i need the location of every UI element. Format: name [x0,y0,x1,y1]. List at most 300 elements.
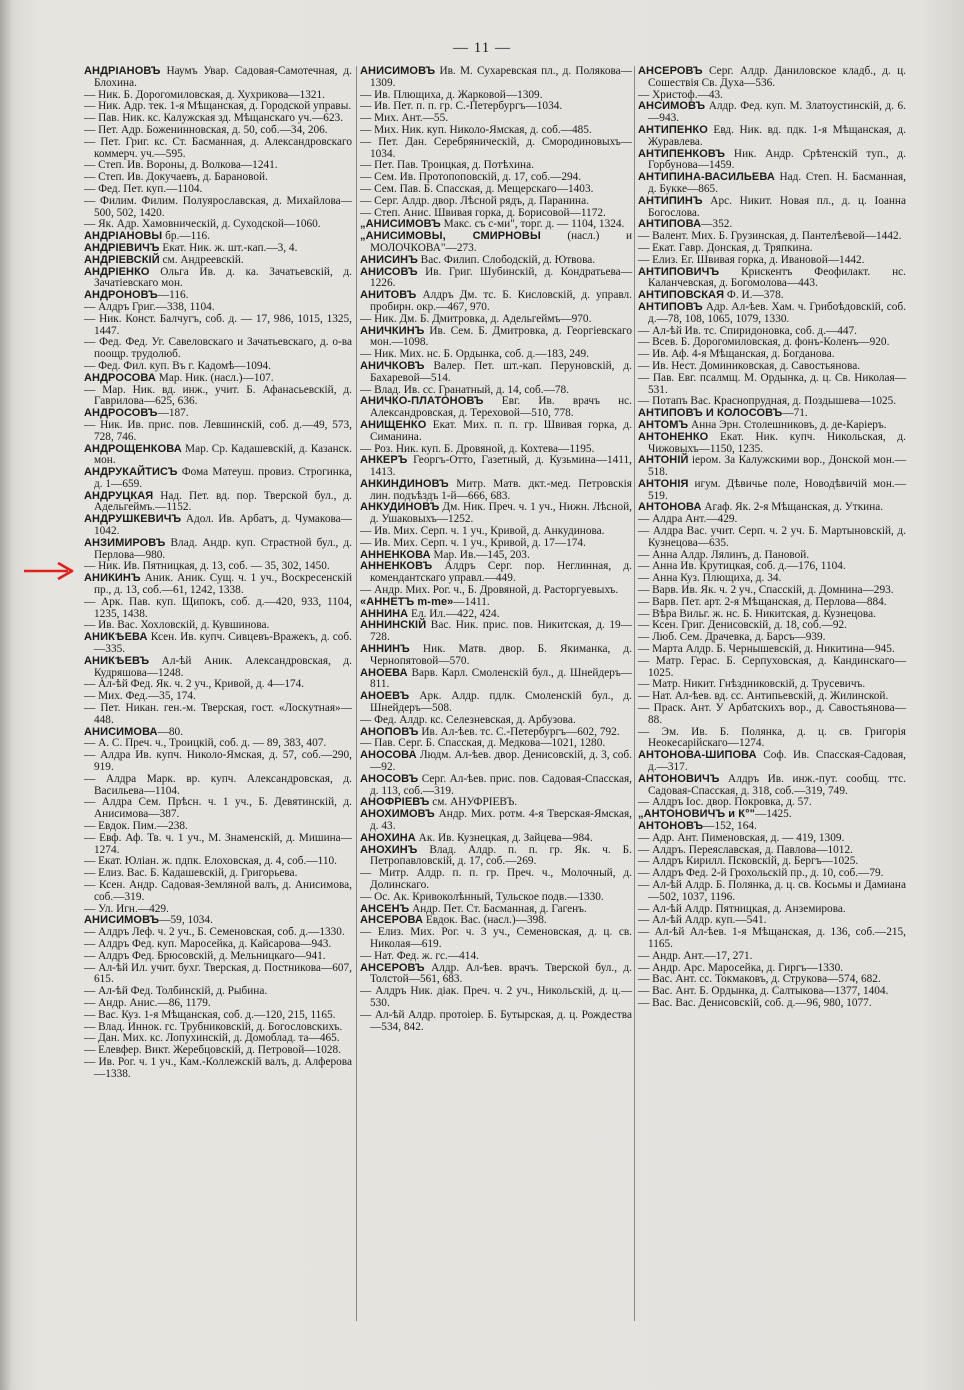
entry-surname: АНИСИМОВЪ [360,65,436,77]
directory-entry [638,267,906,291]
directory-entry [360,137,632,161]
directory-entry [638,750,906,774]
entry-details: — Ник. Дм. Б. Дмитровка, д. Адельгеймъ—970. [360,312,592,325]
entry-details: Ив. Сем. Б. Дмитровка, д. Георгіевскаго мон.—1098. [370,324,632,349]
entry-details: — Фед. Фед. Уг. Савеловскаго и Зачатьевскаго, д. о-ва поощр. трудолюб. [84,336,352,361]
entry-details: Крискентъ Феофилакт. нс. Каланчевская, д. Богомолова—443. [648,265,906,290]
entry-surname: АНОХИМОВЪ [360,808,435,821]
entry-surname: АНИЩЕНКО [360,418,427,431]
entry-surname: АНСЕРОВА [360,914,424,927]
entry-surname: АНТОНЕНКО [638,430,709,443]
entry-details: — Адр. Ант. Пименовская, д. — 419, 1309. [638,831,845,844]
entry-details: —152, 164. [703,820,757,832]
directory-entry [638,927,906,951]
entry-surname: АНЗИМИРОВЪ [84,536,166,549]
entry-details: Мар. Ив.—145, 203. [430,548,530,561]
entry-surname: АНОФРІЕВЪ [360,796,430,809]
entry-details: — Ник. Адр. тек. 1-я Мѣщанская, д. Городской управы. [84,100,352,113]
entry-surname: АНСЕРОВЪ [360,961,425,974]
entry-details: Над. Пет. вд. пор. Тверской бул., д. Адельгеймъ.—1152. [94,489,352,514]
entry-surname: АНСЕНЪ [360,902,410,915]
entry-surname: АНИКИНЪ [84,572,141,585]
directory-entry [360,561,632,585]
entry-details: — Ив. Пет. п. п. гр. С.-Петербургъ—1034. [360,100,563,113]
entry-details: — Ксен. Андр. Садовая-Земляной валъ, д. Анисимова, соб.—319. [84,878,352,903]
entry-surname: АНИСИМОВЪ [84,914,160,927]
entry-details: Анна Эрн. Столешниковъ, д. де-Каріеръ. [688,418,887,431]
entry-surname: АНИКѢЕВА [84,631,148,644]
directory-entry [84,833,352,857]
entry-details: іером. За Калужскими вор., Донской мон.—518. [648,454,906,479]
directory-entry [638,727,906,751]
directory-entry [360,479,632,503]
entry-details: — Мар. Ник. вд. инж., учит. Б. Афанасьевскій, д. Гаврилова—625, 636. [84,383,352,408]
entry-details: — Ул. Игн.—429. [84,902,169,915]
entry-details: Георгъ-Отто, Газетный, д. Кузьмина—1411, 1413. [370,454,632,479]
entry-surname: АННИНСКІЙ [360,619,427,632]
page-number: — 11 — [453,40,511,56]
entry-details: Соф. Ив. Спасская-Садовая, д.—317. [648,749,906,774]
entry-surname: АНТИПОВСКАЯ [638,289,725,302]
entry-details: Валер. Пет. шт.-кап. Перуновскій, д. Бахаревой—514. [370,359,632,384]
entry-surname: АНТИПИНА-ВАСИЛЬЕВА [638,171,775,184]
entry-surname: АНИТОВЪ [360,289,417,302]
entry-details: — Степ. Ив. Вороны, д. Волкова—1241. [84,159,278,172]
entry-surname: АННЕНКОВЪ [360,560,433,573]
entry-surname: АНТОНОВИЧЪ [638,772,720,785]
entry-details: — Нат. Фед. ж. гс.—414. [360,949,479,962]
directory-entry [360,361,632,385]
directory-entry [84,1057,352,1081]
entry-details: Влад. Андр. куп. Страстной бул., д. Перлова—980. [94,536,352,561]
entry-details: Ак. Ив. Кузнецкая, д. Зайцева—984. [415,831,593,844]
entry-details: — Вас. Куз. 1-я Мѣщанская, соб. д.—120, 215, 1165. [84,1008,336,1021]
entry-details: — Алдра Ант.—429. [638,513,738,526]
entry-details: — Алдръ Фед. Брюсовскій, д. Мельницкаго—941. [84,949,326,962]
entry-details: — Христоф.—43. [638,88,723,101]
directory-entry [84,137,352,161]
entry-details: — Алдра Марк. вр. купч. Александровская, д. Васильева—1104. [84,772,352,797]
entry-surname: АНКЕРЪ [360,454,408,467]
directory-entry [360,326,632,350]
entry-details: — Ив. Мих. Серп. ч. 1 уч., Кривой, д. 17—174. [360,536,586,549]
entry-surname: АНДРІЕВИЧЪ [84,241,160,254]
entry-details: Над. Степ. Н. Басманная, д. Букке—865. [648,171,906,195]
entry-details: — Роз. Ник. куп. Б. Дровяной, д. Кохтева—1195. [360,442,595,455]
red-arrow-icon [22,560,78,582]
entry-details: —187. [157,407,189,420]
directory-entry [84,514,352,538]
entry-details: — Алдръ Григ.—338, 1104. [84,300,215,313]
entry-details: — Пет. Дан. Серебряническій, д. Смородиновыхъ—1034. [360,135,632,160]
entry-details: — Ал-ѣй Алдр. протоіер. Б. Бутырская, д. ц. Рождества—534, 842. [360,1008,632,1033]
entry-details: — Филим. Филим. Полуярославская, д. Михайлова—500, 502, 1420. [84,194,352,219]
entry-details: — Матр. Никит. Гнѣздниковскій, д. Трусевичъ. [638,678,866,691]
entry-details: —71. [782,407,808,420]
entry-details: — Ал-ѣй Ал-ѣев. 1-я Мѣщанская, д. 136, соб.—215, 1165. [638,926,906,950]
directory-entry [638,101,906,125]
entry-details: — Ал-ѣй Ил. учит. бухг. Тверская, д. Постникова—607, 615. [84,961,352,986]
entry-details: Адол. Ив. Арбатъ, д. Чумакова—1042. [94,513,352,538]
directory-entry [638,774,906,798]
entry-details: бр.—116. [162,230,210,243]
directory-entry [360,868,632,892]
entry-details: Андр. Пет. Ст. Басманная, д. Гагенъ. [409,902,587,915]
entry-details: — Пет. Адр. Боженинновская, д. 50, соб.—34, 206. [84,123,328,136]
entry-details: — Пет. Григ. кс. Ст. Басманная, д. Александровскаго коммерч. уч.—595. [84,135,352,160]
entry-details: —80. [157,725,184,738]
entry-surname: АНОХИНЪ [360,843,418,856]
entry-details: — Алдръ Ник. діак. Преч. ч. 2 уч., Никольскій, д. ц.—530. [360,985,632,1009]
entry-details: — Матр. Герас. Б. Серпуховская, д. Кандинскаго—1025. [638,654,906,679]
entry-surname: АНОПОВЪ [360,725,419,738]
entry-details: — Ал-ѣй Алдр. Б. Полянка, д. ц. св. Косьмы и Дамиана—502, 1037, 1196. [638,878,906,903]
entry-details: Ал-ѣй Аник. Александровская, д. Кудряшова—1248. [94,654,352,679]
entry-details: — Люб. Сем. Драчевка, д. Барсъ—939. [638,631,826,644]
entry-details: — Ксен. Григ. Денисовскій, д. 18, соб.—92. [638,619,847,632]
entry-details: Серг. Алдр. Даниловское кладб., д. ц. Сошествія Св. Духа—536. [648,65,906,89]
entry-details: — Алдръ Фед. куп. Маросейка, д. Кайсарова—943. [84,937,332,950]
entry-details: Алдръ Ив. инж.-пут. сообщ. ттс. Садовая-Спасская, д. 318, соб.—319, 749. [648,772,906,797]
entry-surname: АНТОНІЙ [638,454,689,467]
entry-details: Алдръ Дм. тс. Б. Кисловскій, д. управл. пробирн. окр.—467, 970. [370,289,632,313]
directory-entry [84,66,352,90]
directory-entry [84,880,352,904]
directory-entry [360,986,632,1010]
book-spine-edge [0,0,10,1390]
entry-surname: АНКУДИНОВЪ [360,501,440,514]
column-divider [356,66,357,1321]
entry-surname: АННЕНКОВА [360,548,431,561]
directory-entry [84,750,352,774]
entry-surname: АНДРІАНОВЫ [84,230,163,243]
entry-details: — Андр. Мих. Рог. ч., Б. Дровяной, д. Расторгуевыхъ. [360,584,619,597]
entry-surname: АНСЕРОВЪ [638,65,703,77]
entry-surname: АНТОНОВА [638,501,702,514]
directory-entry [360,502,632,526]
entry-surname: АННИНА [360,607,409,620]
entry-surname: АНИЧКИНЪ [360,324,425,337]
directory-entry [360,267,632,291]
entry-details: Агаф. Як. 2-я Мѣщанская, д. Уткина. [701,501,884,514]
entry-details: Вас. Ник. прис. пов. Никитская, д. 19—728. [370,619,632,644]
entry-details: Митр. Матв. дкт.-мед. Петровскія лин. подъѣздъ 1-й—666, 683. [370,477,632,502]
entry-details: — Елиз. Ег. Швивая горка, д. Ивановой—1442. [638,253,865,266]
entry-details: Ник. Матв. двор. Б. Якиманка, д. Чернопятовой—570. [370,643,632,667]
entry-details: — Евф. Аф. Тв. ч. 1 уч., М. Знаменскій, д. Мишина—1274. [84,831,352,856]
entry-details: — Ник. Ив. Пятницкая, д. 13, соб. — 35, 302, 1450. [84,560,330,573]
entry-surname: АНТИПОВА [638,218,702,231]
entry-details: — Ник. Мих. нс. Б. Ордынка, соб. д.—183, 249. [360,348,590,361]
entry-details: Наумъ Увар. Садовая-Самотечная, д. Блохина. [94,65,352,89]
entry-surname: „АНТОНОВИЧЪ и К°" [638,808,755,821]
directory-entry [638,432,906,456]
entry-surname: АНТИПЕНКО [638,123,708,136]
entry-details: — Андр. Анис.—86, 1179. [84,996,211,1009]
entry-surname: АНТОНОВА-ШИПОВА [638,749,757,762]
directory-entry [638,880,906,904]
entry-details: — Вас. Ант. Б. Ордынка, д. Салтыкова—1377, 1404. [638,985,889,998]
entry-surname: АНТИПОВЪ И КОЛОСОВЪ [638,407,783,420]
column-1 [84,66,352,1081]
directory-entry [360,774,632,798]
entry-details: — Валент. Мих. Б. Грузинская, д. Пантелѣевой—1442. [638,230,902,243]
entry-details: Арс. Никит. Новая пл., д. ц. Іоанна Богослова. [648,194,906,219]
entry-surname: АНСИМОВЪ [638,100,706,113]
entry-details: — Алдръ Леф. ч. 2 уч., Б. Семеновская, соб. д.—1330. [84,926,345,939]
entry-details: — Митр. Алдр. п. п. гр. Преч. ч., Молочный, д. Долинскаго. [360,867,632,891]
entry-details: Ив. Григ. Шубинскій, д. Кондратьева—1226. [370,265,632,290]
entry-details: — Ал-ѣй Фед. Толбинскій, д. Рыбина. [84,985,268,998]
directory-entry [360,845,632,869]
entry-details: Фома Матеуш. провиз. Строгинка, д. 1—659. [94,466,352,490]
entry-details: — Ник. Конст. Балчугъ, соб. д. — 17, 986, 1015, 1325, 1447. [84,312,352,337]
entry-details: Алдр. Фед. куп. М. Златоустинскій, д. 6.—943. [648,100,906,125]
entry-details: — Евдок. Пим.—238. [84,820,188,832]
entry-details: — Арк. Пав. куп. Щипокъ, соб. д.—420, 933, 1104, 1235, 1438. [84,595,352,620]
entry-details: — Ив. Вас. Хохловскій, д. Кувшинова. [84,619,270,632]
entry-details: Алдр. Ал-ѣев. врачъ. Тверской бул., д. Толстой—561, 683. [370,961,632,986]
entry-surname: АНИЧКОВЪ [360,359,425,372]
entry-details: — Пет. Никан. ген.-м. Тверская, гост. «Лоскутная»—448. [84,702,352,726]
directory-entry [84,491,352,515]
directory-entry [360,620,632,644]
entry-surname: «АННЕТЪ m-me» [360,595,454,608]
entry-surname: АНИСИМОВА [84,725,158,738]
entry-details: — Ос. Ак. Кривоколѣнный, Тульское подв.—1330. [360,890,604,903]
entry-details: — Варв. Ив. Як. ч. 2 уч., Спасскій, д. Домнина—293. [638,584,894,597]
entry-details: Мар. Ник. (насл.)—107. [155,371,274,384]
entry-details: — Алдра Ив. купч. Николо-Ямская, д. 57, соб.—290, 919. [84,749,352,774]
directory-entry [84,444,352,468]
entry-details: — Пав. Ник. кс. Калужская зд. Мѣщанскаго уч.—623. [84,112,344,125]
entry-surname: АНТОНОВЪ [638,820,704,832]
entry-details: — Андр. Ант.—17, 271. [638,949,753,962]
entry-details: — Ник. Ив. прис. пов. Левшинскій, соб. д.—49, 573, 728, 746. [84,418,352,443]
entry-surname: „АНИСИМОВЫ, СМИРНОВЫ [360,230,541,243]
entry-surname: АНОЕВА [360,666,408,679]
entry-details: Вас. Филип. Слободскій, д. Ютвова. [417,253,596,266]
entry-details: —59, 1034. [159,914,213,927]
entry-details: — Вѣра Вильг. ж. нс. Б. Никитская, д. Кузнецова. [638,607,876,620]
entry-surname: АНДРУШКЕВИЧЪ [84,513,182,526]
entry-details: — Ник. Б. Дорогомиловская, д. Хухрикова—1321. [84,88,326,101]
entry-surname: АНТИПОВЪ [638,300,703,313]
entry-details: — А. С. Преч. ч., Троицкій, соб. д. — 89, 383, 407. [84,737,327,750]
entry-details: — Алдра Сем. Прѣсн. ч. 1 уч., Б. Девятинскій, д. Анисимова—387. [84,796,352,821]
entry-surname: „АНИСИМОВЪ [360,218,441,231]
entry-details: — Серг. Алдр. двор. Лѣсной рядъ, д. Паранина. [360,194,589,207]
directory-entry [84,632,352,656]
entry-details: — Фед. Фил. куп. Въ г. Кадомѣ—1094. [84,359,272,372]
entry-details: — Степ. Анис. Швивая горка, д. Борисовой—1172. [360,206,606,219]
entry-details: — Мих. Ант.—55. [360,112,449,125]
entry-surname: АНОХИНА [360,831,416,844]
entry-details: Ксен. Ив. купч. Сивцевъ-Вражекъ, д. соб.—335. [94,631,352,656]
entry-surname: АНТИПЕНКОВЪ [638,147,726,160]
directory-entry [638,373,906,397]
entry-details: — Екат. Гавр. Донская, д. Тряпкина. [638,241,813,254]
entry-details: Дм. Ник. Преч. ч. 1 уч., Нижн. Лѣсной, д. Ушаковыхъ—1252. [370,501,632,526]
entry-details: — Ив. Рог. ч. 1 уч., Кам.-Коллежскій валъ, д. Алферова—1338. [84,1055,352,1080]
entry-details: — Нат. Ал-ѣев. вд. сс. Антипьевскій, д. Жилинской. [638,690,889,703]
entry-details: —116. [157,289,189,302]
entry-details: — Алдра Вас. учит. Серп. ч. 2 уч. Б. Мартыновскій, д. Кузнецова—635. [638,525,906,549]
entry-details: — Сем. Ив. Протопоповскій, д. 17, соб.—294. [360,171,582,184]
entry-details: см. АНУФРІЕВЪ. [429,796,518,809]
entry-details: — Степ. Ив. Докучаевъ, д. Барановой. [84,171,268,184]
entry-details: Екат. Ник. ж. шт.-кап.—3, 4. [159,241,298,254]
directory-entry [360,927,632,951]
directory-entry [638,526,906,550]
directory-entry [638,172,906,196]
directory-entry [638,703,906,727]
entry-details: Варв. Карл. Смоленскій бул., д. Шнейдеръ—811. [370,666,632,691]
entry-details: — Ал-ѣй Алдр. Пятницкая, д. Анземирова. [638,902,846,915]
entry-details: — Пет. Пав. Троицкая, д. Потѣхина. [360,159,534,172]
entry-details: — Влад. Ив. сс. Гранатный, д. 14, соб.—78. [360,383,570,396]
entry-surname: АНИСИНЪ [360,253,418,266]
column-3 [638,66,906,1010]
directory-entry [360,644,632,668]
entry-surname: АНДРІЕВСКІЙ [84,253,160,266]
directory-entry [360,668,632,692]
entry-details: — Ив. Мих. Серп. ч. 1 уч., Кривой, д. Анкудинова. [360,525,605,538]
entry-details: Евд. Ник. вд. пдк. 1-я Мѣщанская, д. Журавлева. [648,123,906,148]
entry-details: см. Андреевскій. [159,253,244,266]
entry-details: — Андр. Арс. Маросейка, д. Гиргъ—1330. [638,961,844,974]
directory-entry [84,656,352,680]
entry-details: — Фед. Алдр. кс. Селезневская, д. Арбузова. [360,713,576,726]
directory-entry [84,267,352,291]
entry-details: — Пав. Серг. Б. Спасская, д. Медкова—1021, 1280. [360,737,606,750]
entry-details: — Праск. Ант. У Арбатскихъ вор., д. Савостьянова—88. [638,702,906,726]
entry-details: (насл.) и МОЛОЧКОВА"—273. [370,230,632,254]
directory-entry [84,337,352,361]
directory-entry [638,149,906,173]
directory-entry [638,656,906,680]
entry-surname: АНДРУКАЙТИСЪ [84,466,178,479]
entry-details: Ел. Ил.—422, 424. [408,607,500,620]
entry-details: — Елевфер. Викт. Жеребцовскій, д. Петровой—1028. [84,1044,342,1057]
directory-entry [84,385,352,409]
directory-entry [84,196,352,220]
directory-entry [84,538,352,562]
column-divider [634,66,635,1321]
entry-details: — Алдръ. Переяславская, д. Павлова—1012. [638,843,853,856]
entry-details: Мар. Ср. Кадашевскій, д. Казанск. мон. [94,442,352,467]
entry-surname: АНОЕВЪ [360,690,410,703]
entry-surname: АНДРОСОВЪ [84,407,158,420]
entry-details: — Анна Куз. Плющиха, д. 34. [638,572,782,585]
directory-entry [638,125,906,149]
directory-entry [360,691,632,715]
entry-details: — Анна Алдр. Лялинъ, д. Пановой. [638,548,810,561]
entry-details: Ф. И.—378. [724,289,784,302]
entry-details: — Мих. Ник. куп. Николо-Ямская, д. соб.—485. [360,123,592,136]
entry-details: — Вас. Ант. сс. Токмаковъ, д. Струкова—574, 682. [638,973,881,986]
entry-details: Ив. Ал-ѣев. тс. С.-Петербургъ—602, 792. [418,725,620,738]
entry-details: —352. [701,218,733,231]
entry-details: — Ив. Аф. 4-я Мѣщанская, д. Богданова. [638,348,835,361]
entry-details: Серг. Ал-ѣев. прис. пов. Садовая-Спасская, д. 113, соб.—319. [370,772,632,797]
entry-surname: АНКИНДИНОВЪ [360,477,449,490]
directory-entry [638,479,906,503]
entry-surname: АНДРОСОВА [84,371,156,384]
entry-details: — Елиз. Мих. Рог. ч. 3 уч., Семеновская, д. ц. св. Николая—619. [360,926,632,950]
entry-surname: АНТОМЪ [638,418,689,431]
entry-details: Андр. Мих. ротм. 4-я Тверская-Ямская, д. 43. [370,808,632,832]
entry-details: — Эм. Ив. Б. Полянка, д. ц. св. Григорія Неокесарійскаго—1274. [638,725,906,750]
directory-entry [360,750,632,774]
directory-entry [84,573,352,597]
entry-surname: АНИЧКО-ПЛАТОНОВЪ [360,395,484,408]
entry-surname: АНИСОВЪ [360,265,418,278]
entry-details: Алдръ Серг. пор. Неглинная, д. комендантскаго управл.—449. [370,560,632,585]
entry-details: игум. Дѣвичье поле, Новодѣвичій мон.—519. [648,477,906,502]
entry-details: — Алдръ Іос. двор. Покровка, д. 57. [638,796,812,809]
directory-entry [360,1010,632,1034]
entry-surname: АНДРОЩЕНКОВА [84,442,182,455]
directory-entry [638,302,906,326]
entry-details: — Мих. Фед.—35, 174. [84,690,196,703]
entry-details: Людм. Ал-ѣев. двор. Денисовскій, д. 3, соб.—92. [370,749,632,774]
directory-entry [360,420,632,444]
directory-entry [84,467,352,491]
entry-details: — Як. Адр. Хамовническій, д. Суходской—1060. [84,218,321,231]
entry-details: Макс. съ с-ми", торг. д. — 1104, 1324. [440,218,625,231]
directory-entry [84,963,352,987]
entry-details: Ник. Андр. Срѣтенскій туп., д. Горбунова—1459. [648,147,906,172]
entry-details: Екат. Мих. п. п. гр. Швивая горка, д. Симанина. [370,418,632,443]
entry-details: — Алдръ Кирилл. Псковскій, д. Бергъ—1025. [638,855,859,868]
entry-surname: АНТИПОВИЧЪ [638,265,720,278]
entry-surname: АНОСОВЪ [360,772,419,785]
entry-surname: АНИКѢЕВЪ [84,654,150,667]
entry-details: — Алдръ Фед. 2-й Грохольскій пр., д. 10, соб.—79. [638,867,884,880]
entry-surname: АНДРІАНОВЪ [84,65,161,77]
entry-surname: АНТИПИНЪ [638,194,703,207]
entry-details: — Сем. Пав. Б. Спасская, д. Мещерскаго—1403. [360,182,594,195]
entry-details: Влад. Алдр. п. п. гр. Як. ч. Б. Петропавловскій, д. 17, соб.—269. [370,843,632,868]
entry-surname: АНТОНІЯ [638,477,689,490]
entry-details: Арк. Алдр. пдлк. Смоленскій бул., д. Шнейдеръ—508. [370,690,632,715]
directory-entry [638,66,906,90]
entry-details: — Вас. Вас. Денисовскій, соб. д.—96, 980, 1077. [638,996,872,1009]
entry-details: Екат. Ник. купч. Никольская, д. Чижовыхъ—1150, 1235. [648,430,906,455]
entry-surname: АНДРОНОВЪ [84,289,158,302]
entry-details: Ольга Ив. д. ка. Зачатьевскій, д. Зачатіевскаго мон. [94,265,352,290]
entry-surname: АНДРІЕНКО [84,265,150,278]
entry-details: Адр. Ал-ѣев. Хам. ч. Грибоѣдовскій, соб. д.—78, 108, 1065, 1079, 1330. [648,300,906,325]
directory-entry [360,290,632,314]
directory-entry [360,809,632,833]
directory-entry [84,797,352,821]
entry-details: — Всев. Б. Дорогомиловская, д. фонъ-Коленъ—920. [638,336,890,349]
entry-details: — Дан. Мих. кс. Лопухинскій, д. Домоблад. та—465. [84,1032,340,1045]
column-2 [360,66,632,1033]
entry-details: — Ив. Плющиха, д. Жарковой—1309. [360,88,543,101]
entry-details: — Потапъ Вас. Краснопрудная, д. Поздышева—1025. [638,395,897,408]
entry-details: Евдок. Вас. (насл.)—398. [423,914,547,927]
entry-details: — Ив. Нест. Доминиковская, д. Савостьянова. [638,359,861,372]
entry-details: Ив. М. Сухаревская пл., д. Полякова—1309. [370,65,632,89]
entry-details: — Ал-ѣй Алдр. куп.—541. [638,914,767,927]
entry-details: Аник. Аник. Сущ. ч. 1 уч., Воскресенскій пр., д. 13, соб.—61, 1242, 1338. [94,572,352,597]
entry-surname: АНДРУЦКАЯ [84,489,154,502]
entry-details: Евг. Ив. врачъ нс. Александровская, д. Тереховой—510, 778. [370,395,632,420]
entry-details: — Влад. Иннок. гс. Трубниковскій, д. Богословскихъ. [84,1020,343,1033]
